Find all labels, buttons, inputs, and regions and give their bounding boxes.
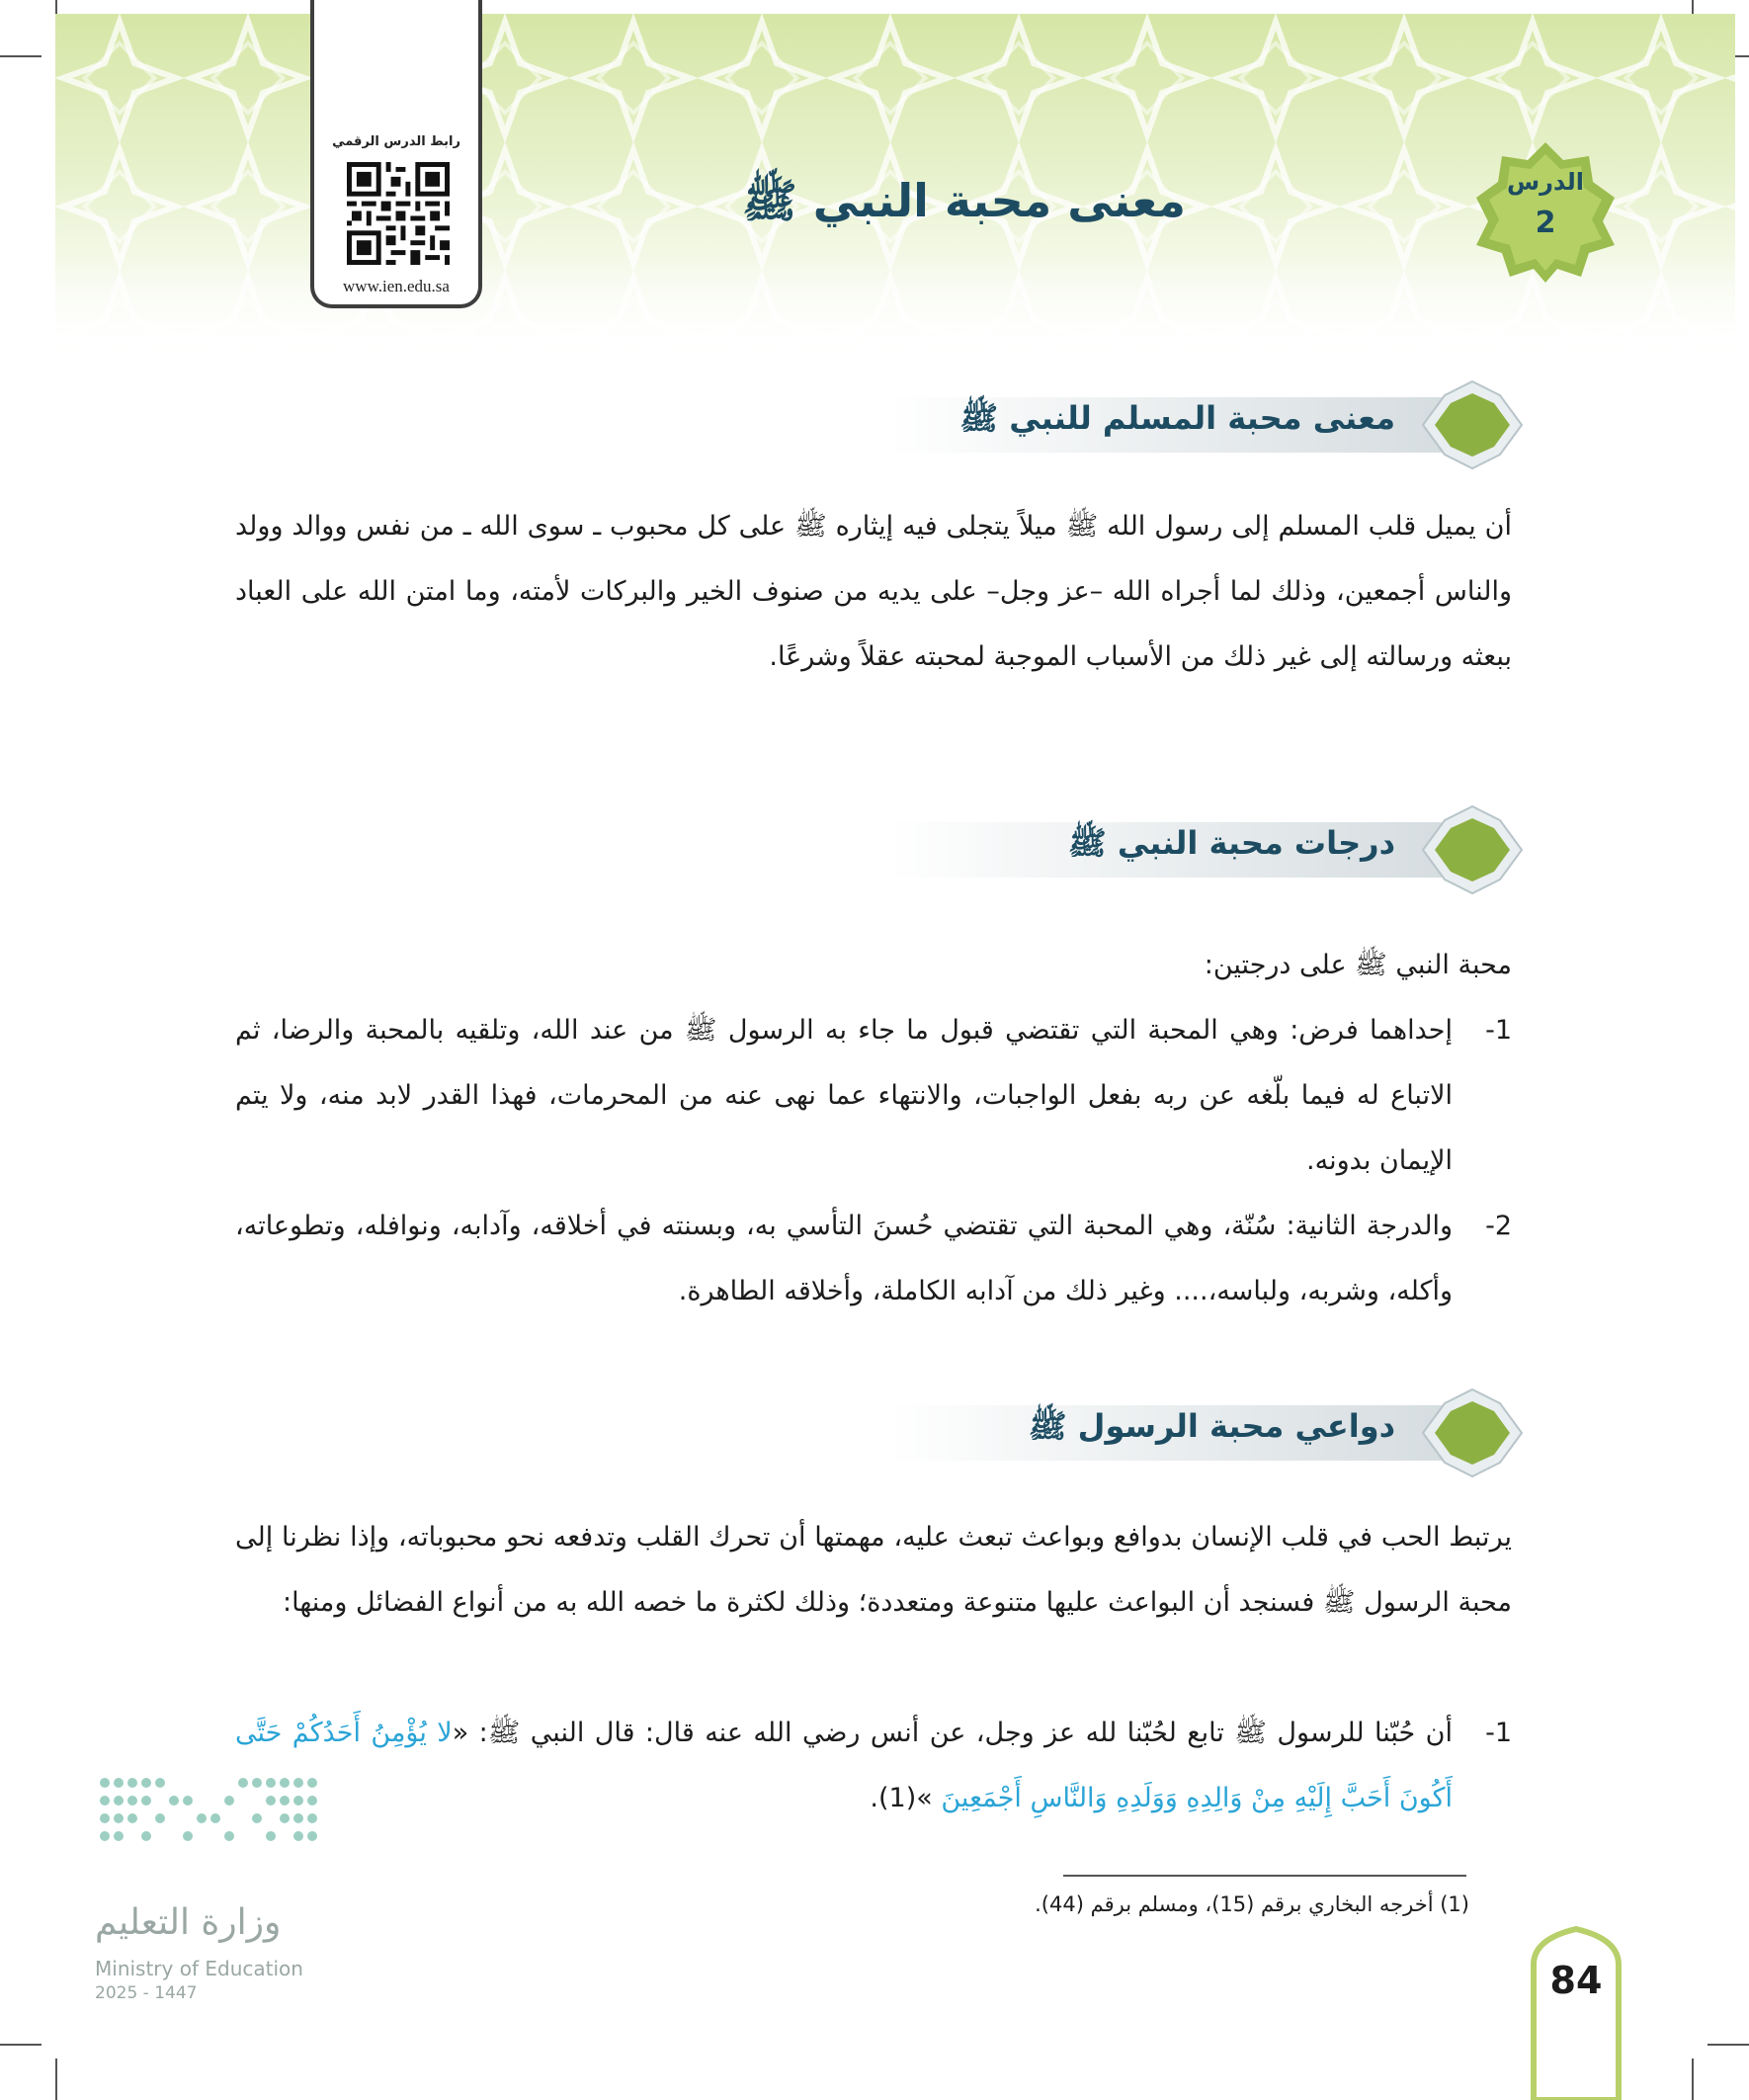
section-heading-degrees xyxy=(889,800,1532,899)
hadith-intro: أن حُبّنا للرسول ﷺ تابع لحُبّنا لله عز وجل، عن أنس رضي الله عنه قال: قال النبي ﷺ: « xyxy=(452,1718,1453,1748)
qr-card[interactable] xyxy=(310,0,482,308)
list-number: 2- xyxy=(1485,1211,1512,1241)
list-text xyxy=(235,1701,1512,1831)
page-number-tab xyxy=(1530,1925,1623,2100)
section-heading-meaning xyxy=(889,376,1532,474)
section-title: معنى محبة المسلم للنبي ﷺ xyxy=(959,399,1395,437)
meaning-paragraph: أن يميل قلب المسلم إلى رسول الله ﷺ ميلاً يتجلى فيه إيثاره ﷺ على كل محبوب ـ سوى الله ـ من نفس ووالد وولد والناس أجمعين، وذلك لما أجراه الله –عز وجل– على يديه من صنوف الخير والبركات لأمته، وما امتن الله على العباد ببعثه ورسالته إلى غير ذلك من الأسباب الموجبة لمحبته عقلاً وشرعًا. xyxy=(235,511,1512,672)
hadith-closing: »(1). xyxy=(870,1783,942,1813)
ministry-name-en: Ministry of Education xyxy=(95,1957,303,1980)
ministry-year: 2025 - 1447 xyxy=(95,1983,198,2003)
list-text: والدرجة الثانية: سُنّة، وهي المحبة التي تقتضي حُسنَ التأسي به، وبسنته في أخلاقه، وآدابه، ونوافله، وتطوعاته، وأكله، وشربه، ولباسه،.... وغير ذلك من آدابه الكاملة، وأخلاقه الطاهرة. xyxy=(235,1211,1453,1306)
qr-code-icon[interactable] xyxy=(347,162,450,265)
list-number: 1- xyxy=(1485,1718,1512,1748)
crop-mark xyxy=(55,2058,57,2100)
lesson-title: معنى محبة النبي ﷺ xyxy=(742,174,1186,227)
degrees-intro: محبة النبي ﷺ على درجتين: xyxy=(1204,950,1512,980)
crop-mark xyxy=(0,55,42,57)
list-number: 1- xyxy=(1485,1015,1512,1046)
lesson-badge-label: الدرس xyxy=(1506,168,1585,196)
crop-mark xyxy=(1692,2058,1694,2100)
list-item xyxy=(235,998,1512,1194)
crop-mark xyxy=(0,2044,42,2046)
footnote-divider xyxy=(1063,1875,1466,1877)
list-text: إحداهما فرض: وهي المحبة التي تقتضي قبول ما جاء به الرسول ﷺ من عند الله، وتلقيه بالمحبة والرضا، ثم الاتباع له فيما بلّغه عن ربه بفعل الواجبات، والانتهاء عما نهى عنه من المحرمات، فهذا القدر لابد منه، ولا يتم الإيمان بدونه. xyxy=(235,1015,1453,1176)
list-item xyxy=(235,1701,1512,1831)
page-number: 84 xyxy=(1549,1959,1603,2002)
section-heading-motives xyxy=(889,1384,1532,1482)
lesson-number: 2 xyxy=(1535,206,1556,240)
list-item xyxy=(235,1194,1512,1324)
hadith-quote: لا يُؤْمِنُ أَحَدُكُمْ حَتَّى أَكُونَ أَحَبَّ إِلَيْهِ مِنْ وَالِدِهِ وَوَلَدِهِ وَالنَّاسِ أَجْمَعِينَ xyxy=(235,1718,1453,1813)
qr-label: رابط الدرس الرقمي xyxy=(332,134,460,149)
section-title: دواعي محبة الرسول ﷺ xyxy=(1028,1407,1395,1445)
footnote: (1) أخرجه البخاري برقم (15)، ومسلم برقم (44). xyxy=(1035,1892,1469,1916)
section-title: درجات محبة النبي ﷺ xyxy=(1068,824,1395,862)
motives-paragraph: يرتبط الحب في قلب الإنسان بدوافع وبواعث تبعث عليه، مهمتها أن تحرك القلب وتدفعه نحو محبوباته، وإذا نظرنا إلى محبة الرسول ﷺ فسنجد أن البواعث عليها متنوعة ومتعددة؛ وذلك لكثرة ما خصه الله به من أنواع الفضائل ومنها: xyxy=(235,1522,1512,1618)
ministry-logo-icon xyxy=(95,1769,322,1858)
qr-url[interactable]: www.ien.edu.sa xyxy=(343,277,450,295)
crop-mark xyxy=(1707,2044,1749,2046)
ministry-name-ar: وزارة التعليم xyxy=(95,1902,282,1943)
